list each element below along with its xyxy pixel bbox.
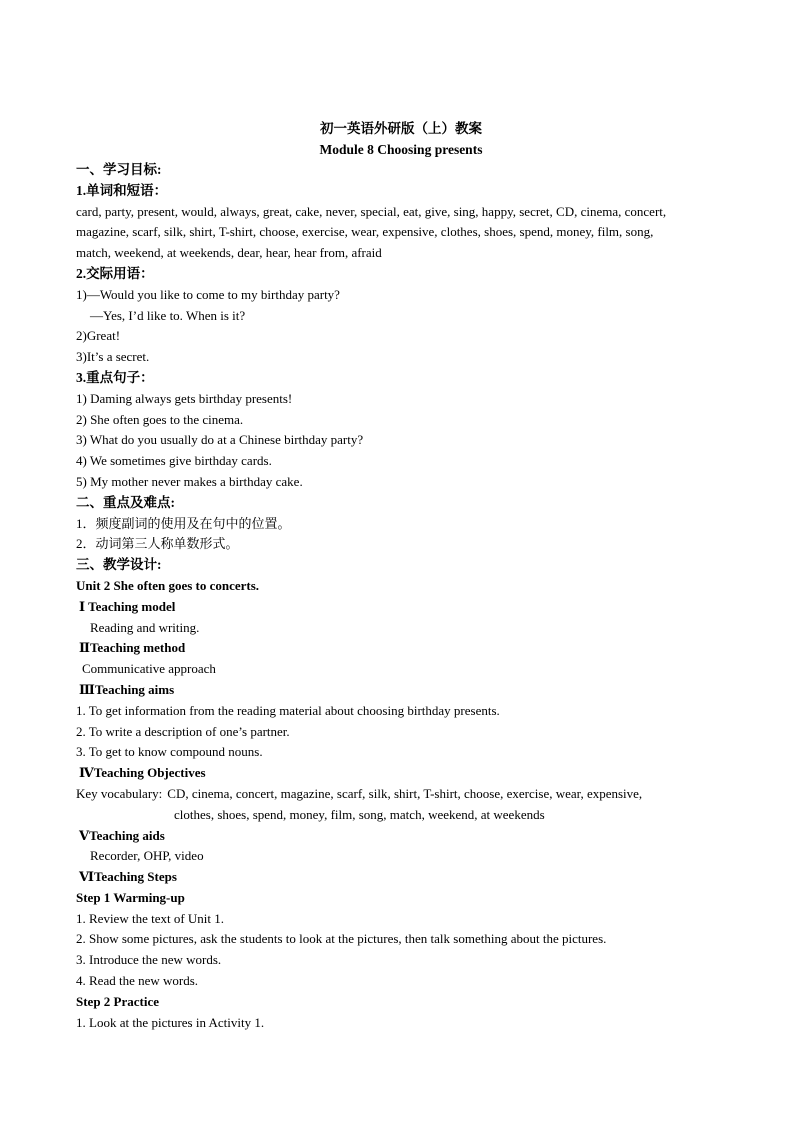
- aim-2: 2. To write a description of one’s partner.: [76, 723, 290, 739]
- teaching-steps-heading: ⅥTeaching Steps: [79, 869, 177, 885]
- key-sentence-4: 4) We sometimes give birthday cards.: [76, 453, 272, 469]
- teaching-aids-value: Recorder, OHP, video: [90, 848, 204, 864]
- key-vocabulary-label: Key vocabulary:: [76, 785, 163, 801]
- key-sentence-3: 3) What do you usually do at a Chinese birthday party?: [76, 432, 364, 448]
- dialogue-3: 3)It’s a secret.: [76, 349, 150, 365]
- words-phrases-heading: 1.单词和短语：: [76, 182, 168, 198]
- key-sentence-2: 2) She often goes to the cinema.: [76, 411, 244, 427]
- step-1-item-2: 2. Show some pictures, ask the students to look at the pictures, then talk something about the pictures.: [76, 931, 607, 947]
- section-objectives-heading: 一、学习目标:: [76, 162, 162, 177]
- key-vocabulary-line-1: CD, cinema, concert, magazine, scarf, silk, shirt, T-shirt, choose, exercise, wear, expensive,: [167, 785, 643, 801]
- step-1-item-4: 4. Read the new words.: [76, 973, 199, 989]
- teaching-model-heading: Ⅰ Teaching model: [79, 598, 176, 614]
- aim-1: 1. To get information from the reading material about choosing birthday presents.: [76, 702, 500, 718]
- dialogue-1: 1)—Would you like to come to my birthday party?: [76, 286, 340, 302]
- title-english: Module 8 Choosing presents: [319, 142, 483, 157]
- vocab-line-3: match, weekend, at weekends, dear, hear, hear from, afraid: [76, 245, 382, 261]
- teaching-model-value: Reading and writing.: [90, 619, 200, 635]
- key-sentence-1: 1) Daming always gets birthday presents!: [76, 390, 293, 406]
- teaching-aims-heading: ⅢTeaching aims: [79, 681, 175, 697]
- teaching-objectives-heading: ⅣTeaching Objectives: [79, 765, 206, 781]
- teaching-method-value: Communicative approach: [82, 661, 216, 677]
- vocab-line-2: magazine, scarf, silk, shirt, T-shirt, choose, exercise, wear, expensive, clothes, shoes, spend, money, film, song,: [76, 224, 654, 240]
- step-1-heading: Step 1 Warming-up: [76, 889, 185, 905]
- step-1-item-1: 1. Review the text of Unit 1.: [76, 910, 225, 926]
- difficulty-2: 2．动词第三人称单数形式。: [76, 536, 239, 552]
- dialogue-2: 2)Great!: [76, 328, 121, 344]
- step-2-item-1: 1. Look at the pictures in Activity 1.: [76, 1014, 265, 1030]
- unit-title: Unit 2 She often goes to concerts.: [76, 577, 260, 593]
- title-chinese: 初一英语外研版（上）教案: [320, 121, 482, 136]
- step-1-item-3: 3. Introduce the new words.: [76, 952, 222, 968]
- section-difficulties-heading: 二、重点及难点:: [76, 494, 175, 510]
- difficulty-1: 1．频度副词的使用及在句中的位置。: [76, 515, 291, 531]
- section-design-heading: 三、教学设计:: [76, 557, 162, 573]
- aim-3: 3. To get to know compound nouns.: [76, 744, 263, 760]
- key-vocabulary-line-2: clothes, shoes, spend, money, film, song, match, weekend, at weekends: [174, 806, 545, 822]
- communication-heading: 2.交际用语：: [76, 265, 154, 281]
- key-sentences-heading: 3.重点句子：: [76, 369, 154, 385]
- lesson-plan-page: [76, 118, 726, 1033]
- teaching-aids-heading: ⅤTeaching aids: [79, 827, 165, 843]
- dialogue-1-reply: —Yes, I’d like to. When is it?: [90, 307, 246, 323]
- key-vocabulary-row: [76, 784, 726, 805]
- step-2-heading: Step 2 Practice: [76, 993, 160, 1009]
- vocab-line-1: card, party, present, would, always, great, cake, never, special, eat, give, sing, happy, secret, CD, cinema, concert,: [76, 203, 667, 219]
- key-sentence-5: 5) My mother never makes a birthday cake.: [76, 473, 303, 489]
- teaching-method-heading: ⅡTeaching method: [79, 640, 186, 656]
